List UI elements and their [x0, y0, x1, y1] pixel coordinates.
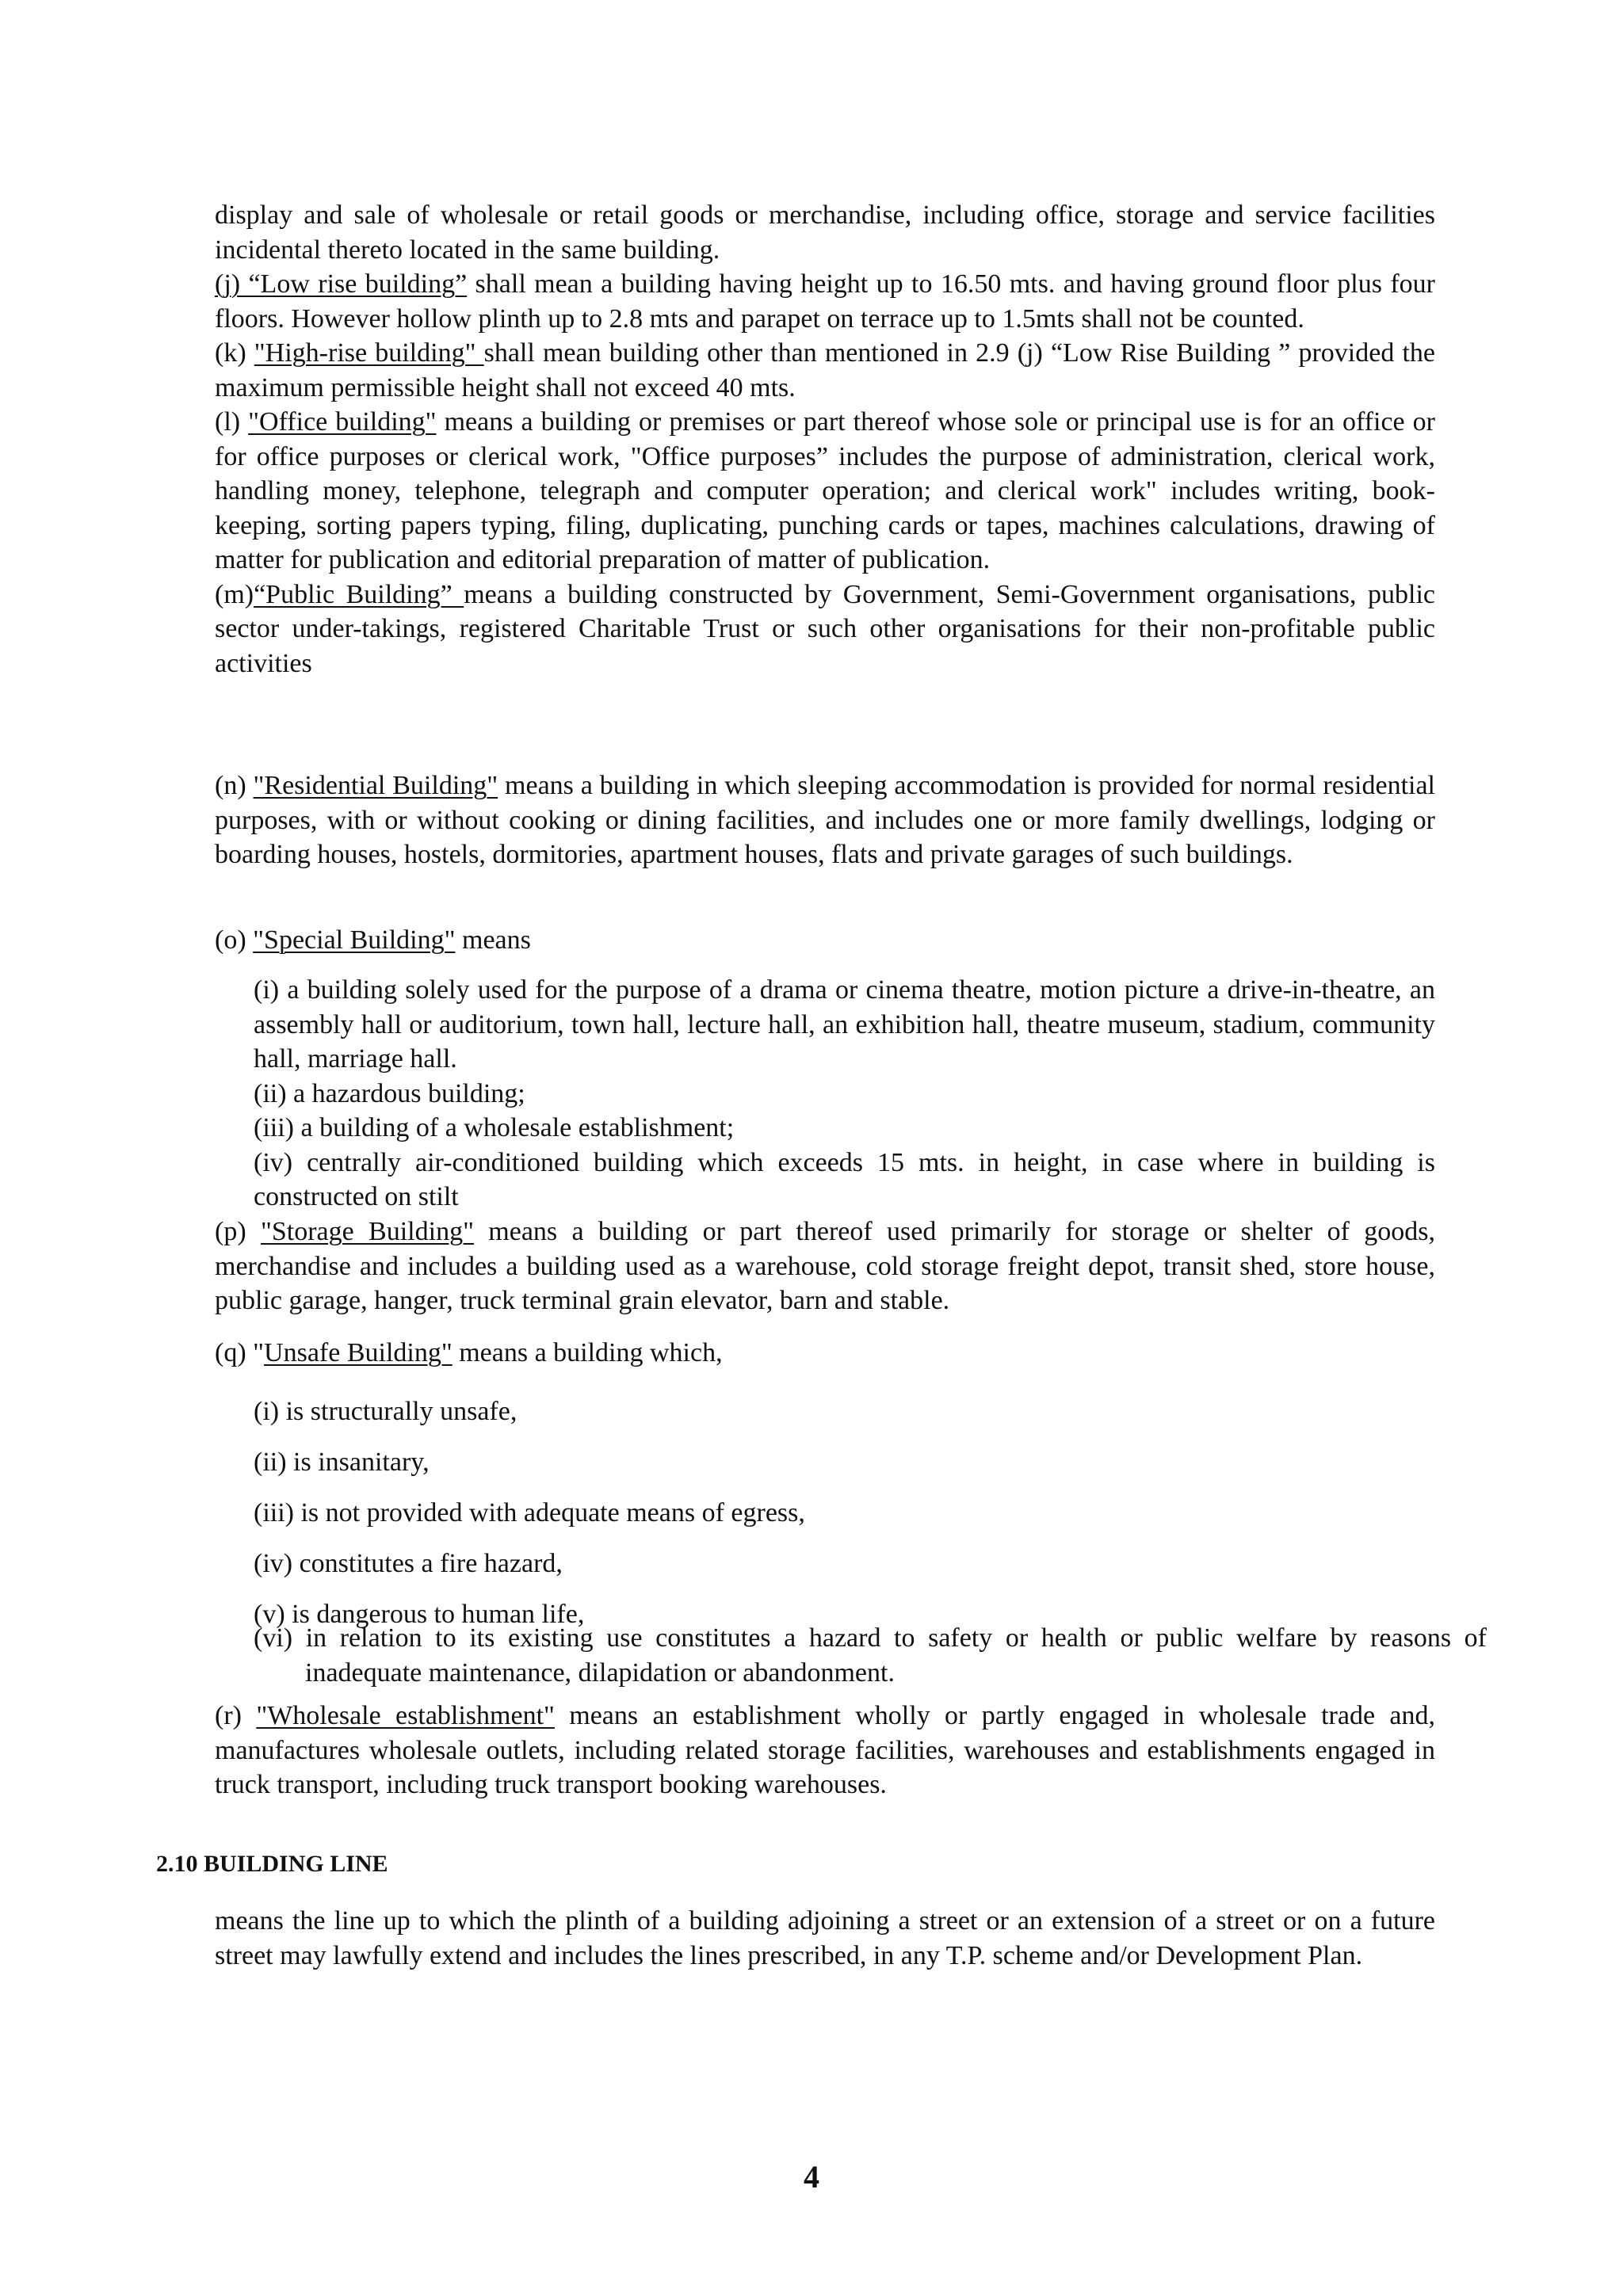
page-number: 4 [804, 2159, 819, 2195]
section-body: means the line up to which the plinth of a building adjoining a street or an extension of a street or on a future street may lawfully extend and includes the lines prescribed, in any T.P. scheme and/or Development Plan. [215, 1906, 1435, 1970]
list-item: (i) is structurally unsafe, [254, 1397, 517, 1426]
definition-l: (l) "Office building" means a building or premises or part thereof whose sole or principal use is for an office or for office purposes or clerical work, "Office purposes” includes the purpose of administration, clerical work, handling money, telephone, telegraph and computer operation; and clerical work" includes writing, book-keeping, sorting papers typing, filing, duplicating, punching cards or tapes, machines calculations, drawing of matter for publication and editorial preparation of matter of publication. [215, 407, 1436, 574]
list-item: (iii) a building of a wholesale establishment; [254, 1113, 735, 1142]
list-item: (vi) in relation to its existing use constitutes a hazard to safety or health or public welfare by reasons of inadequate maintenance, dilapidation or abandonment. [254, 1623, 1487, 1688]
definition-term: "Office building" [248, 407, 437, 437]
definition-term: "High-rise building" [254, 338, 484, 368]
definition-n: (n) "Residential Building" means a building in which sleeping accommodation is provided for normal residential purposes, with or without cooking or dining facilities, and includes one or more family dwellings, lodging or boarding houses, hostels, dormitories, apartment houses, flats and private garages of such buildings. [215, 771, 1435, 869]
definition-o: (o) "Special Building" means [215, 925, 531, 955]
definition-o-items [254, 973, 1435, 1215]
definition-r: (r) "Wholesale establishment" means an establishment wholly or partly engaged in wholesale trade and, manufactures wholesale outlets, including related storage facilities, warehouses and establishments engaged in truck transport, including truck transport booking warehouses. [215, 1701, 1436, 1799]
list-item: (iii) is not provided with adequate means of egress, [254, 1498, 805, 1527]
definition-k: (k) "High-rise building" shall mean building other than mentioned in 2.9 (j) “Low Rise Building ” provided the maximum permissible height shall not exceed 40 mts. [215, 338, 1436, 402]
list-item: (iv) constitutes a fire hazard, [254, 1549, 563, 1578]
definition-term: (j) “Low rise building” [215, 269, 468, 299]
definition-term: “Public Building” [254, 579, 464, 609]
definition-q-items-b [254, 1621, 1487, 1690]
list-item: (v) is dangerous to human life, [254, 1600, 585, 1629]
intro-paragraph: display and sale of wholesale or retail goods or merchandise, including office, storage and service facilities incidental thereto located in the same building. [215, 200, 1435, 265]
definition-m: (m)“Public Building” means a building constructed by Government, Semi-Government organisations, public sector under-takings, registered Charitable Trust or such other organisations for their non-profitable public activities [215, 579, 1435, 678]
definitions-block-top [215, 198, 1435, 681]
list-item: (iv) centrally air-conditioned building which exceeds 15 mts. in height, in case where in building is constructed on stilt [254, 1147, 1435, 1211]
definition-term: Unsafe Building" [264, 1338, 453, 1367]
list-item: (ii) a hazardous building; [254, 1078, 525, 1108]
definition-term: "Storage Building" [260, 1217, 474, 1246]
definition-term: "Special Building" [253, 925, 456, 955]
definition-q: (q) "Unsafe Building" means a building which, [215, 1338, 723, 1367]
list-item: (i) a building solely used for the purpose of a drama or cinema theatre, motion picture a drive-in-theatre, an assembly hall or auditorium, town hall, lecture hall, an exhibition hall, theatre museum, stadium, community hall, marriage hall. [254, 975, 1435, 1074]
definition-j: (j) “Low rise building” shall mean a building having height up to 16.50 mts. and having ground floor plus four floors. However hollow plinth up to 2.8 mts and parapet on terrace up to 1.5mts shall not be counted. [215, 269, 1435, 334]
definition-term: "Wholesale establishment" [256, 1701, 555, 1730]
section-heading: 2.10 BUILDING LINE [156, 1851, 388, 1877]
definition-p: (p) "Storage Building" means a building or part thereof used primarily for storage or shelter of goods, merchandise and includes a building used as a warehouse, cold storage freight depot, transit shed, store house, public garage, hanger, truck terminal grain elevator, barn and stable. [215, 1217, 1435, 1315]
definition-term: "Residential Building" [253, 771, 498, 800]
definition-q-items-a [254, 1386, 1435, 1640]
list-item: (ii) is insanitary, [254, 1447, 430, 1477]
